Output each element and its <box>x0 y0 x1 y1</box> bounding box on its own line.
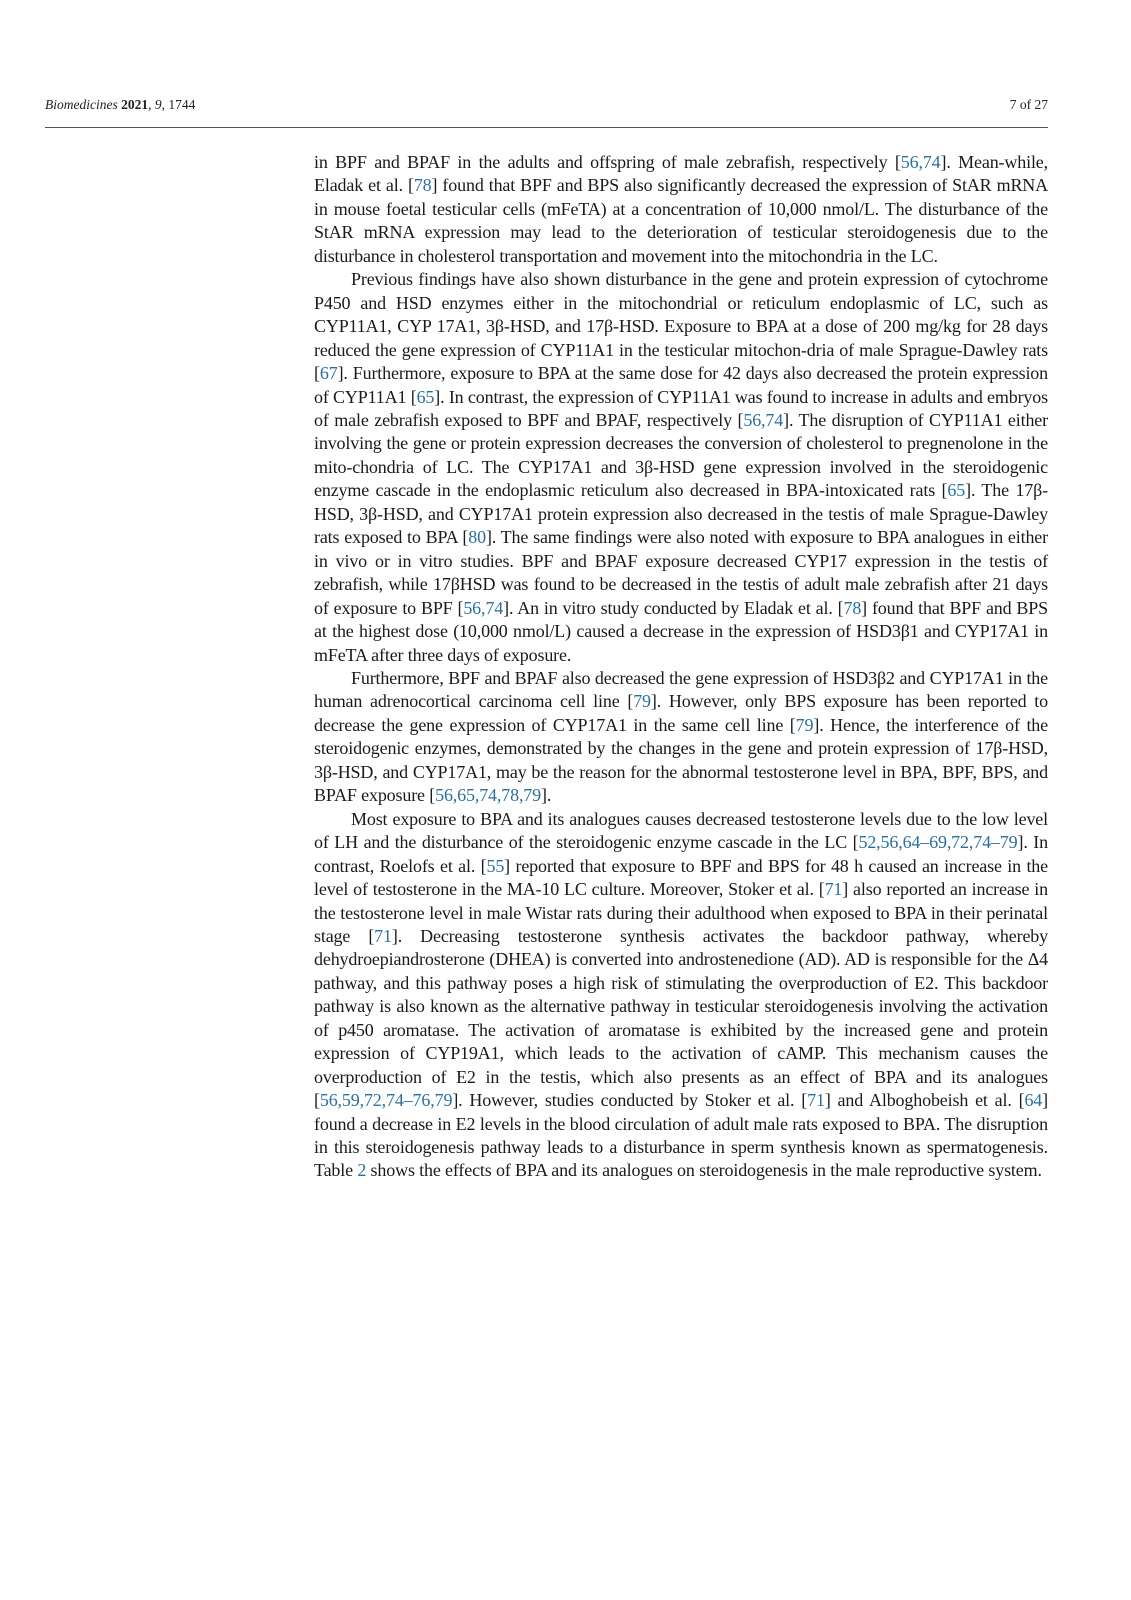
paragraph-text: ]. An in vitro study conducted by Eladak et al. [ <box>503 597 844 618</box>
paragraph-text: Most exposure to BPA and its analogues causes decreased testosterone levels due to the low level of LH and the disturbance of the steroidogenic enzyme cascade in the LC [ <box>314 808 1048 853</box>
paragraph-text: ]. <box>541 785 552 806</box>
paragraph <box>314 151 1048 268</box>
paragraph <box>314 808 1048 1183</box>
paragraph-text: ]. Decreasing testosterone synthesis activates the backdoor pathway, whereby dehydroepiandrosterone (DHEA) is converted into androstenedione (AD). AD is responsible for the Δ4 pathway, and this pathway poses a high risk of stimulating the overproduction of E2. This backdoor pathway is also known as the alternative pathway in testicular steroidogenesis involving the activation of p450 aromatase. The activation of aromatase is exhibited by the increased gene and protein expression of CYP19A1, which leads to the activation of cAMP. This mechanism causes the overproduction of E2 in the testis, which also presents as an effect of BPA and its analogues [ <box>314 925 1048 1111</box>
paragraph-text: ]. However, studies conducted by Stoker et al. [ <box>452 1090 808 1111</box>
citation-link[interactable]: 79 <box>795 714 814 735</box>
paragraph-text: ]. In contrast, the expression of CYP11A1 was found to increase in adults and embryos of male zebrafish exposed to BPF and BPAF, respectively [ <box>314 386 1048 430</box>
citation-link[interactable]: 56,74 <box>463 597 504 618</box>
paragraph-text: ]. The 17β-HSD, 3β-HSD, and CYP17A1 protein expression also decreased in the testis of male Sprague-Dawley rats exposed to BPA [ <box>314 480 1048 548</box>
paragraph-text: ] found that BPF and BPS at the highest dose (10,000 nmol/L) caused a decrease in the expression of HSD3β1 and CYP17A1 in mFeTA after three days of exposure. <box>314 597 1048 665</box>
paragraph <box>314 268 1048 667</box>
paragraph-text: ]. The same findings were also noted with exposure to BPA analogues in either in vivo or in vitro studies. BPF and BPAF exposure decreased CYP17 expression in the testis of zebrafish, while 17βHSD was found to be decreased in the testis of adult male zebrafish after 21 days of exposure to BPF [ <box>314 527 1048 618</box>
paragraph-text: ] also reported an increase in the testosterone level in male Wistar rats during their adulthood when exposed to BPA in their perinatal stage [ <box>314 879 1048 946</box>
citation-link[interactable]: 56,74 <box>900 152 941 172</box>
article-number: 1744 <box>168 97 196 112</box>
citation-link[interactable]: 65 <box>416 386 435 407</box>
header-rule <box>45 127 1048 128</box>
paragraph-text: ] found a decrease in E2 levels in the blood circulation of adult male rats exposed to BPA. The disruption in this steroidogenesis pathway leads to a disturbance in sperm synthesis known as spermatogenesis. Table <box>314 1090 1048 1181</box>
citation-link[interactable]: 71 <box>824 879 843 900</box>
paragraph-text: Furthermore, BPF and BPAF also decreased the gene expression of HSD3β2 and CYP17A1 in the human adrenocortical carcinoma cell line [ <box>314 667 1048 712</box>
paragraph-text: ]. Mean-while, Eladak et al. [ <box>314 152 1048 196</box>
paragraph-text: ]. In contrast, Roelofs et al. [ <box>314 832 1048 876</box>
body-text <box>314 151 1048 1183</box>
paragraph-text: in BPF and BPAF in the adults and offspring of male zebrafish, respectively [ <box>314 152 901 172</box>
citation-link[interactable]: 71 <box>374 925 392 946</box>
paragraph-text: ]. Hence, the interference of the steroidogenic enzymes, demonstrated by the changes in the gene and protein expression of 17β-HSD, 3β-HSD, and CYP17A1, may be the reason for the abnormal testosterone level in BPA, BPF, BPS, and BPAF exposure [ <box>314 714 1049 806</box>
citation-link[interactable]: 56,59,72,74–76,79 <box>319 1090 453 1111</box>
journal-year: 2021 <box>121 97 149 112</box>
paragraph <box>314 667 1048 808</box>
paragraph-text: ]. Furthermore, exposure to BPA at the same dose for 42 days also decreased the protein expression of CYP11A1 [ <box>314 363 1048 407</box>
page-number: 7 of 27 <box>1009 97 1048 112</box>
journal-citation: Biomedicines 2021, 9, 1744 <box>45 97 196 112</box>
citation-link[interactable]: 56,74 <box>743 409 784 430</box>
journal-volume: 9 <box>154 97 162 112</box>
citation-link[interactable]: 56,65,74,78,79 <box>435 785 542 806</box>
paragraph-text: ]. However, only BPS exposure has been reported to decrease the gene expression of CYP17A1 in the same cell line [ <box>314 691 1048 735</box>
citation-link[interactable]: 65 <box>947 480 966 501</box>
paragraph-text: shows the effects of BPA and its analogues on steroidogenesis in the male reproductive system. <box>366 1160 1042 1181</box>
citation-link[interactable]: 2 <box>357 1160 367 1181</box>
citation-link[interactable]: 55 <box>486 855 505 876</box>
paragraph-text: ] reported that exposure to BPF and BPS for 48 h caused an increase in the level of testosterone in the MA-10 LC culture. Moreover, Stoker et al. [ <box>314 855 1048 900</box>
citation-link[interactable]: 78 <box>413 175 432 196</box>
citation-link[interactable]: 78 <box>843 597 862 618</box>
running-header <box>45 97 1048 119</box>
citation-link[interactable]: 64 <box>1024 1090 1043 1111</box>
paragraph-text: ]. The disruption of CYP11A1 either involving the gene or protein expression decreases the conversion of cholesterol to pregnenolone in the mito-chondria of LC. The CYP17A1 and 3β-HSD gene expression involved in the steroidogenic enzyme cascade in the endoplasmic reticulum also decreased in BPA-intoxicated rats [ <box>314 409 1048 501</box>
citation-link[interactable]: 67 <box>319 363 338 384</box>
paragraph-text: ] and Alboghobeish et al. [ <box>824 1090 1025 1111</box>
citation-link[interactable]: 71 <box>807 1090 825 1111</box>
citation-link[interactable]: 79 <box>633 691 651 712</box>
citation-link[interactable]: 80 <box>468 527 486 548</box>
paragraph-text: ] found that BPF and BPS also significantly decreased the expression of StAR mRNA in mouse foetal testicular cells (mFeTA) at a concentration of 10,000 nmol/L. The disturbance of the StAR mRNA expression may lead to the deterioration of testicular steroidogenesis due to the disturbance in cholesterol transportation and movement into the mitochondria in the LC. <box>314 175 1048 266</box>
citation-link[interactable]: 52,56,64–69,72,74–79 <box>858 832 1018 853</box>
paragraph-text: Previous findings have also shown disturbance in the gene and protein expression of cytochrome P450 and HSD enzymes either in the mitochondrial or reticulum endoplasmic of LC, such as CYP11A1, CYP 17A1, 3β-HSD, and 17β-HSD. Exposure to BPA at a dose of 200 mg/kg for 28 days reduced the gene expression of CYP11A1 in the testicular mitochon-dria of male Sprague-Dawley rats [ <box>314 269 1048 384</box>
journal-name: Biomedicines <box>45 97 118 112</box>
